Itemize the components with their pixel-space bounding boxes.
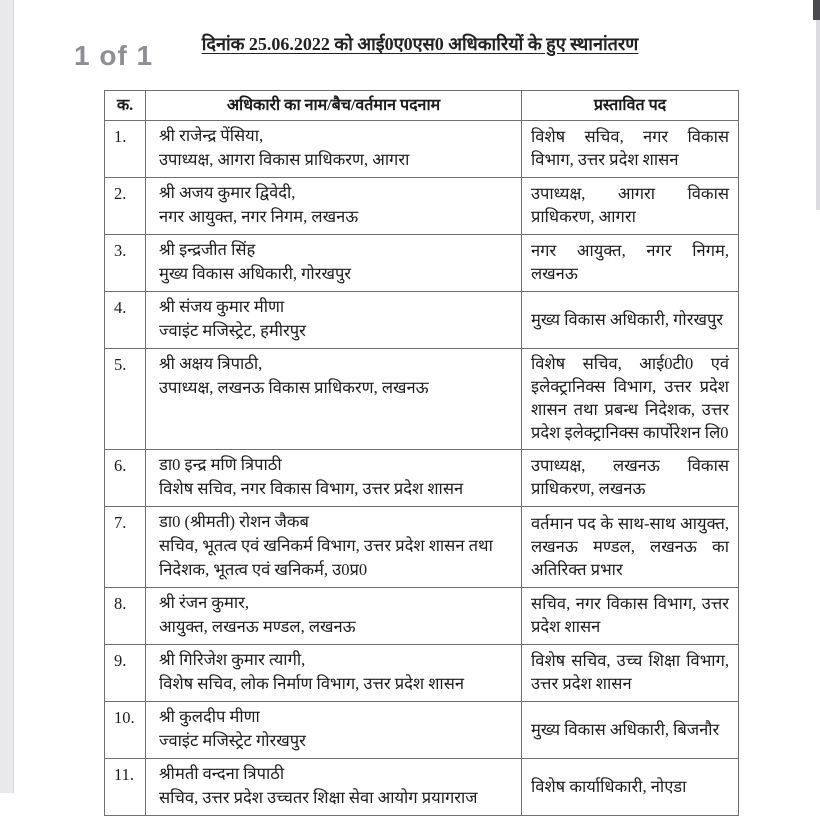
officer-cell — [146, 450, 522, 507]
table-row — [105, 178, 739, 235]
serial-cell: 4. — [105, 292, 146, 349]
table-row — [105, 759, 739, 816]
proposed-post-cell: विशेष सचिव, नगर विकास विभाग, उत्तर प्रदेश शासन — [522, 121, 739, 178]
header-serial: क. — [105, 91, 146, 121]
officer-line: विशेष सचिव, नगर विकास विभाग, उत्तर प्रदेश शासन — [159, 479, 464, 498]
transfer-table-head — [105, 91, 739, 121]
table-row — [105, 235, 739, 292]
officer-line: विशेष सचिव, लोक निर्माण विभाग, उत्तर प्रदेश शासन — [159, 674, 465, 693]
officer-line: ज्वाइंट मजिस्ट्रेट गोरखपुर — [159, 731, 306, 750]
officer-cell — [146, 178, 522, 235]
officer-line: श्री राजेन्द्र पेंसिया, — [159, 126, 264, 145]
header-proposed: प्रस्तावित पद — [522, 91, 739, 121]
officer-line: श्री संजय कुमार मीणा — [159, 297, 285, 316]
transfer-table-body — [105, 121, 739, 816]
officer-line: श्री रंजन कुमार, — [159, 593, 250, 612]
officer-line: श्री इन्द्रजीत सिंह — [159, 240, 256, 259]
header-row — [105, 91, 739, 121]
officer-line: उपाध्यक्ष, लखनऊ विकास प्राधिकरण, लखनऊ — [159, 378, 429, 397]
officer-cell — [146, 759, 522, 816]
officer-line: सचिव, उत्तर प्रदेश उच्चतर शिक्षा सेवा आयोग प्रयागराज — [159, 788, 478, 807]
officer-cell — [146, 507, 522, 588]
proposed-post-cell: मुख्य विकास अधिकारी, गोरखपुर — [522, 292, 739, 349]
officer-cell — [146, 349, 522, 450]
proposed-post-cell: सचिव, नगर विकास विभाग, उत्तर प्रदेश शासन — [522, 588, 739, 645]
page-indicator: 1 of 1 — [74, 40, 154, 71]
officer-line: श्री कुलदीप मीणा — [159, 707, 260, 726]
table-row — [105, 121, 739, 178]
officer-line: डा0 (श्रीमती) रोशन जैकब — [159, 512, 309, 531]
officer-line: श्री गिरिजेश कुमार त्यागी, — [159, 650, 306, 669]
table-row — [105, 645, 739, 702]
officer-cell — [146, 292, 522, 349]
officer-line: श्री अक्षय त्रिपाठी, — [159, 354, 263, 373]
officer-cell — [146, 121, 522, 178]
table-row — [105, 292, 739, 349]
serial-cell: 5. — [105, 349, 146, 450]
officer-cell — [146, 645, 522, 702]
serial-cell: 6. — [105, 450, 146, 507]
table-row — [105, 450, 739, 507]
scan-left-edge-artifact — [0, 0, 14, 793]
proposed-post-cell: नगर आयुक्त, नगर निगम, लखनऊ — [522, 235, 739, 292]
scan-corner-artifact — [813, 0, 820, 20]
officer-line: मुख्य विकास अधिकारी, गोरखपुर — [159, 264, 352, 283]
table-row — [105, 507, 739, 588]
serial-cell: 11. — [105, 759, 146, 816]
officer-line: श्रीमती वन्दना त्रिपाठी — [159, 764, 285, 783]
serial-cell: 9. — [105, 645, 146, 702]
table-row — [105, 588, 739, 645]
scan-right-edge-artifact — [816, 0, 820, 210]
proposed-post-cell: विशेष सचिव, आई0टी0 एवं इलेक्ट्रानिक्स विभाग, उत्तर प्रदेश शासन तथा प्रबन्ध निदेशक, उत्तर प्रदेश इलेक्ट्रानिक्स कार्पोरेशन लि0 — [522, 349, 739, 450]
document-title: दिनांक 25.06.2022 को आई0ए0एस0 अधिकारियों के हुए स्थानांतरण — [201, 34, 639, 54]
proposed-post-cell: विशेष कार्याधिकारी, नोएडा — [522, 759, 739, 816]
serial-cell: 10. — [105, 702, 146, 759]
serial-cell: 8. — [105, 588, 146, 645]
officer-cell — [146, 588, 522, 645]
officer-cell — [146, 235, 522, 292]
serial-cell: 1. — [105, 121, 146, 178]
officer-line: आयुक्त, लखनऊ मण्डल, लखनऊ — [159, 617, 356, 636]
proposed-post-cell: उपाध्यक्ष, आगरा विकास प्राधिकरण, आगरा — [522, 178, 739, 235]
proposed-post-cell: वर्तमान पद के साथ-साथ आयुक्त, लखनऊ मण्डल, लखनऊ का अतिरिक्त प्रभार — [522, 507, 739, 588]
officer-line: श्री अजय कुमार द्विवेदी, — [159, 183, 296, 202]
officer-line: निदेशक, भूतत्व एवं खनिकर्म, उ0प्र0 — [159, 560, 368, 579]
proposed-post-cell: उपाध्यक्ष, लखनऊ विकास प्राधिकरण, लखनऊ — [522, 450, 739, 507]
officer-line: ज्वाइंट मजिस्ट्रेट, हमीरपुर — [159, 321, 306, 340]
officer-line: सचिव, भूतत्व एवं खनिकर्म विभाग, उत्तर प्रदेश शासन तथा — [159, 536, 493, 555]
officer-line: उपाध्यक्ष, आगरा विकास प्राधिकरण, आगरा — [159, 150, 410, 169]
table-row — [105, 349, 739, 450]
officer-line: डा0 इन्द्र मणि त्रिपाठी — [159, 455, 282, 474]
proposed-post-cell: विशेष सचिव, उच्च शिक्षा विभाग, उत्तर प्रदेश शासन — [522, 645, 739, 702]
serial-cell: 7. — [105, 507, 146, 588]
proposed-post-cell: मुख्य विकास अधिकारी, बिजनौर — [522, 702, 739, 759]
serial-cell: 2. — [105, 178, 146, 235]
officer-cell — [146, 702, 522, 759]
transfer-table — [104, 90, 739, 816]
serial-cell: 3. — [105, 235, 146, 292]
officer-line: नगर आयुक्त, नगर निगम, लखनऊ — [159, 207, 359, 226]
table-row — [105, 702, 739, 759]
header-officer: अधिकारी का नाम/बैच/वर्तमान पदनाम — [146, 91, 522, 121]
